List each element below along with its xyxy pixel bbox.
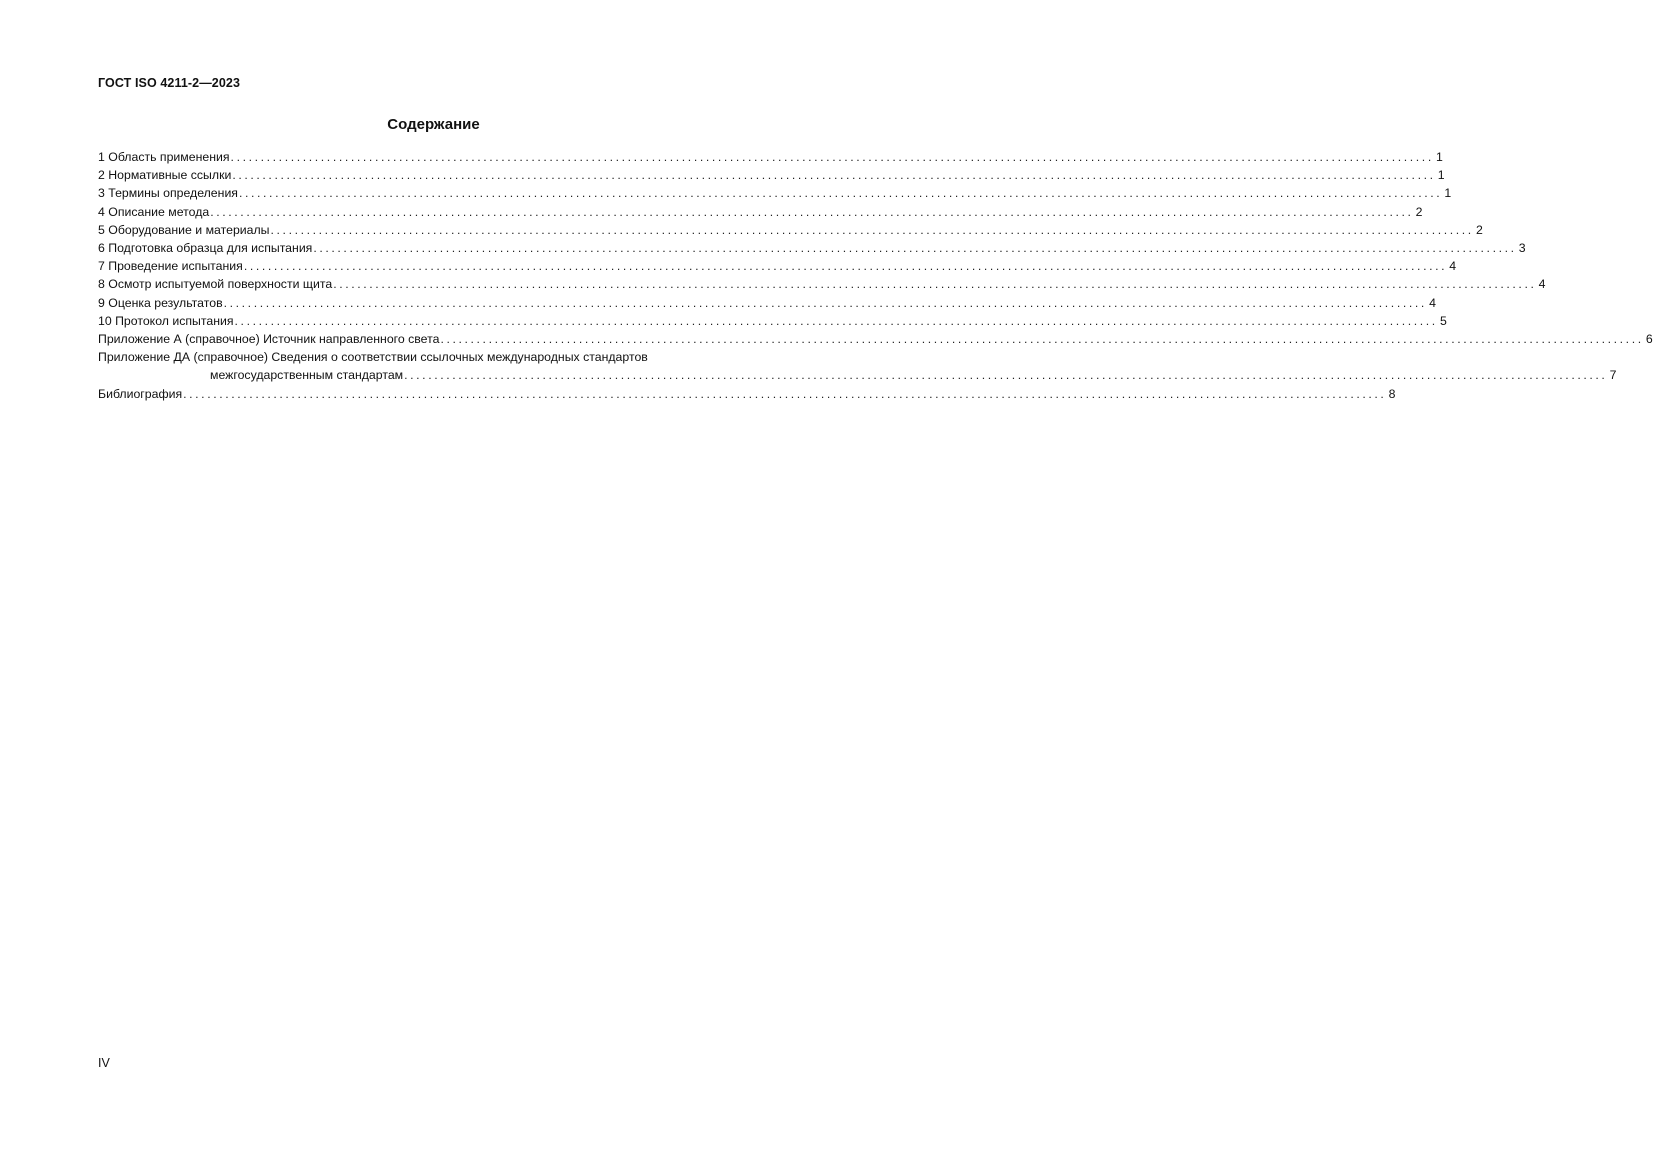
- toc-entry[interactable]: [98, 184, 1452, 202]
- toc-entry-text: 7 Проведение испытания: [98, 259, 243, 274]
- toc-entry-page: 1: [1436, 150, 1443, 164]
- toc-dot-leader: ........................................................................................................................................................................................................: [232, 168, 1436, 183]
- toc-entry[interactable]: [98, 294, 1436, 312]
- toc-entry-page: 8: [1388, 386, 1396, 401]
- toc-dot-leader: ........................................................................................................................................................................................................: [223, 295, 1427, 310]
- toc-entry-text: Приложение А (справочное) Источник направленного света: [98, 332, 440, 347]
- toc-entry-page: 2: [1415, 204, 1423, 219]
- toc-entry[interactable]: [98, 330, 1653, 348]
- toc-entry-text: Библиография: [98, 386, 183, 401]
- toc-entry-page: 7: [1609, 368, 1617, 383]
- toc-entry-line: [98, 348, 768, 366]
- toc-entry-multiline[interactable]: [98, 348, 1617, 384]
- toc-entry-page: 4: [1449, 259, 1457, 274]
- toc-entry-text: 1 Область применения: [98, 150, 230, 164]
- toc-entry[interactable]: [98, 257, 1457, 275]
- toc-dot-leader: ........................................................................................................................................................................................................: [270, 222, 1474, 237]
- toc-dot-leader: ........................................................................................................................................................................................................: [333, 277, 1537, 292]
- toc-dot-leader: ........................................................................................................................................................................................................: [230, 150, 1434, 164]
- toc-entry-page: 3: [1518, 241, 1526, 256]
- toc-entry-line: [98, 366, 1617, 384]
- page-number: IV: [98, 1056, 110, 1070]
- toc-entry-text: межгосударственным стандартам: [210, 368, 404, 383]
- toc-entry-page: 5: [1439, 313, 1447, 328]
- toc-dot-leader: ........................................................................................................................................................................................................: [234, 313, 1438, 328]
- toc-entry[interactable]: [98, 385, 1396, 403]
- toc-entry[interactable]: [98, 221, 1483, 239]
- toc-dot-leader: ........................................................................................................................................................................................................: [210, 204, 1414, 219]
- toc-entry[interactable]: [98, 203, 1423, 221]
- toc-dot-leader: ........................................................................................................................................................................................................: [238, 186, 1443, 201]
- toc-entry-text: 2 Нормативные ссылки: [98, 168, 232, 183]
- toc-entry-text: 6 Подготовка образца для испытания: [98, 241, 313, 256]
- toc-entry-page: 6: [1645, 332, 1653, 347]
- toc-entry-page: 4: [1429, 295, 1436, 310]
- toc-entry-page: 2: [1475, 222, 1483, 237]
- toc-dot-leader: ........................................................................................................................................................................................................: [183, 386, 1387, 401]
- toc-entry-text: 4 Описание метода: [98, 204, 210, 219]
- toc-entry-page: 1: [1437, 168, 1445, 183]
- toc-entry-page: 4: [1538, 277, 1546, 292]
- toc-entry[interactable]: [98, 312, 1447, 330]
- toc-entry-text: 8 Осмотр испытуемой поверхности щита: [98, 277, 333, 292]
- toc-entry[interactable]: [98, 166, 1445, 184]
- toc-entry-text: Приложение ДА (справочное) Сведения о соответствии ссылочных международных стандартов: [98, 350, 648, 365]
- toc-dot-leader: ........................................................................................................................................................................................................: [243, 259, 1448, 274]
- toc-entry[interactable]: [98, 148, 1443, 166]
- toc-entry[interactable]: [98, 275, 1546, 293]
- toc-entry-text: 3 Термины определения: [98, 186, 238, 201]
- table-of-contents: [98, 148, 1653, 403]
- toc-dot-leader: ........................................................................................................................................................................................................: [440, 332, 1644, 347]
- toc-entry-text: 5 Оборудование и материалы: [98, 222, 270, 237]
- toc-entry[interactable]: [98, 239, 1526, 257]
- toc-entry-text: 10 Протокол испытания: [98, 313, 234, 328]
- toc-entry-text: 9 Оценка результатов: [98, 295, 223, 310]
- toc-entry-page: 1: [1444, 186, 1452, 201]
- toc-dot-leader: ........................................................................................................................................................................................................: [313, 241, 1517, 256]
- page-title: Содержание: [387, 116, 480, 133]
- document-header: ГОСТ ISO 4211-2—2023: [98, 76, 241, 90]
- toc-dot-leader: ........................................................................................................................................................................................................: [404, 368, 1608, 383]
